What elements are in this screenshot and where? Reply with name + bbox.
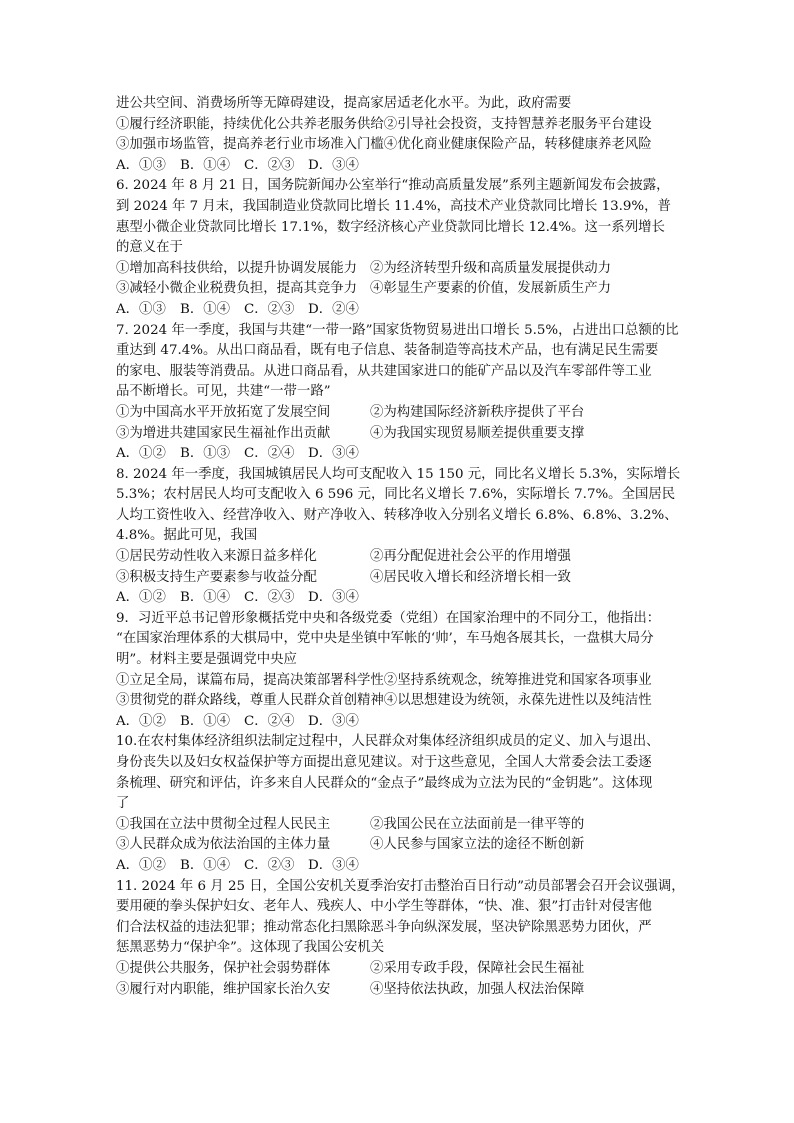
option-row [116, 835, 686, 856]
option-4: ④彰显生产要素的价值，发展新质生产力 [370, 281, 612, 297]
question-stem-line: 7. 2024 年一季度，我国与共建“一带一路”国家货物贸易进出口增长 5.5%，占进出口总额的比 [116, 322, 679, 338]
question-stem-line: 人均工资性收入、经营净收入、财产净收入、转移净收入分别名义增长 6.8%、6.8%、3.2%、 [116, 507, 678, 523]
answer-a: A．①② [116, 590, 166, 606]
option-1: ①为中国高水平开放拓宽了发展空间 [116, 404, 331, 420]
answer-choices [116, 444, 686, 465]
option-2: ②为经济转型升级和高质量发展提供动力 [370, 260, 612, 276]
question-10 [116, 732, 686, 876]
answer-a: A．①③ [116, 157, 166, 173]
option-4: ④人民参与国家立法的途径不断创新 [370, 837, 585, 853]
question-stem-line: 惠型小微企业贷款同比增长 17.1%，数字经济核心产业贷款同比增长 12.4%。这一系列增长 [116, 219, 665, 235]
question-stem-line: 的意义在于 [116, 240, 183, 256]
answer-b: B．①④ [180, 713, 231, 729]
option-2: ②再分配促进社会公平的作用增强 [370, 549, 571, 565]
answer-d: D．③④ [308, 446, 359, 462]
option-line: ③加强市场监管，提高养老行业市场准入门槛④优化商业健康保险产品，转移健康养老风险 [116, 137, 652, 153]
option-2: ②为构建国际经济新秩序提供了平台 [370, 404, 585, 420]
question-stem-line: 4.8%。据此可见，我国 [116, 528, 258, 544]
question-6 [116, 176, 686, 320]
answer-d: D．③④ [308, 713, 359, 729]
option-row [116, 547, 686, 568]
answer-b: B．①③ [180, 446, 231, 462]
answer-d: D．③④ [308, 590, 359, 606]
option-4: ④坚持依法执政，加强人权法治保障 [370, 981, 585, 997]
answer-c: C．②④ [244, 713, 295, 729]
option-row [116, 424, 686, 445]
option-row [116, 279, 686, 300]
option-3: ③履行对内职能，维护国家长治久安 [116, 981, 331, 997]
answer-c: C．②③ [244, 857, 295, 873]
question-stem-line: 9．习近平总书记曾形象概括党中央和各级党委（党组）在国家治理中的不同分工，他指出： [116, 610, 661, 626]
answer-c: C．②③ [244, 590, 295, 606]
answer-c: C．②③ [244, 301, 295, 317]
question-stem-line: 11. 2024 年 6 月 25 日，全国公安机关夏季治安打击整治百日行动”动员部署会召开会议强调， [116, 878, 685, 894]
option-2: ②我国公民在立法面前是一律平等的 [370, 816, 585, 832]
option-row [116, 815, 686, 836]
option-row [116, 403, 686, 424]
answer-a: A．①② [116, 857, 166, 873]
answer-a: A．①② [116, 446, 166, 462]
question-stem-line: 10.在农村集体经济组织法制定过程中，人民群众对集体经济组织成员的定义、加入与退出、 [116, 734, 660, 750]
answer-b: B．①④ [180, 301, 231, 317]
option-3: ③积极支持生产要素参与收益分配 [116, 569, 317, 585]
option-row [116, 959, 686, 980]
option-4: ④居民收入增长和经济增长相一致 [370, 569, 571, 585]
option-row [116, 980, 686, 1001]
question-stem-line: 重达到 47.4%。从出口商品看，既有电子信息、装备制造等高技术产品，也有满足民生需要 [116, 343, 659, 359]
question-5 [116, 94, 686, 176]
question-stem-line: 惩黑恶势力“保护伞”。这体现了我国公安机关 [116, 940, 385, 956]
answer-b: B．①④ [180, 157, 231, 173]
answer-choices [116, 856, 686, 877]
option-2: ②采用专政手段，保障社会民生福祉 [370, 960, 585, 976]
option-3: ③减轻小微企业税费负担，提高其竞争力 [116, 281, 358, 297]
answer-a: A．①③ [116, 301, 166, 317]
question-8 [116, 465, 686, 609]
question-stem-line: 了 [116, 796, 130, 812]
question-stem-line: 品不断增长。可见，共建“一带一路” [116, 384, 331, 400]
answer-a: A．①② [116, 713, 166, 729]
option-line: ①履行经济职能，持续优化公共养老服务供给②引导社会投资，支持智慧养老服务平台建设 [116, 116, 652, 132]
option-line: ①立足全局，谋篇布局，提高决策部署科学性②坚持系统观念，统筹推进党和国家各项事业 [116, 672, 652, 688]
question-7 [116, 321, 686, 465]
answer-choices [116, 712, 686, 733]
answer-c: C．②④ [244, 446, 295, 462]
answer-c: C．②③ [244, 157, 295, 173]
option-3: ③人民群众成为依法治国的主体力量 [116, 837, 331, 853]
option-1: ①我国在立法中贯彻全过程人民民主 [116, 816, 331, 832]
question-stem-line: 要用硬的拳头保护妇女、老年人、残疾人、中小学生等群体，“快、准、狠”打击针对侵害他 [116, 899, 652, 915]
question-stem-line: 5.3%；农村居民人均可支配收入 6 596 元，同比名义增长 7.6%，实际增长 7.7%。全国居民 [116, 487, 676, 503]
option-row [116, 568, 686, 589]
question-stem-line: 条梳理、研究和评估，许多来自人民群众的“金点子”最终成为立法为民的“金钥匙”。这体现 [116, 775, 653, 791]
question-9 [116, 609, 686, 733]
question-stem-line: 8. 2024 年一季度，我国城镇居民人均可支配收入 15 150 元，同比名义增长 5.3%，实际增长 [116, 466, 681, 482]
option-line: ③贯彻党的群众路线，尊重人民群众首创精神④以思想建设为统领，永葆先进性以及纯洁性 [116, 693, 652, 709]
question-stem-line: 明”。材料主要是强调党中央应 [116, 652, 297, 668]
option-1: ①增加高科技供给，以提升协调发展能力 [116, 260, 358, 276]
option-1: ①居民劳动性收入来源日益多样化 [116, 549, 317, 565]
answer-b: B．①④ [180, 857, 231, 873]
question-stem-line: 的家电、服装等消费品。从进口商品看，从共建国家进口的能矿产品以及汽车零部件等工业 [116, 363, 652, 379]
option-row [116, 259, 686, 280]
exam-content [116, 94, 686, 1000]
question-stem-line: 到 2024 年 7 月末，我国制造业贷款同比增长 11.4%，高技术产业贷款同比增长 13.9%，普 [116, 198, 671, 214]
answer-d: D．②④ [308, 301, 359, 317]
option-4: ④为我国实现贸易顺差提供重要支撑 [370, 425, 585, 441]
option-3: ③为增进共建国家民生福祉作出贡献 [116, 425, 331, 441]
question-stem-line: 进公共空间、消费场所等无障碍建设，提高家居适老化水平。为此，政府需要 [116, 96, 572, 111]
answer-d: D．③④ [308, 857, 359, 873]
answer-b: B．①④ [180, 590, 231, 606]
answer-d: D．③④ [308, 157, 359, 173]
question-stem-line: 们合法权益的违法犯罪；推动常态化扫黑除恶斗争向纵深发展，坚决铲除黑恶势力团伙，严 [116, 919, 652, 935]
question-stem-line: 身份丧失以及妇女权益保护等方面提出意见建议。对于这些意见，全国人大常委会法工委逐 [116, 755, 652, 770]
question-11 [116, 877, 686, 1001]
answer-choices [116, 300, 686, 321]
question-stem-line: 6. 2024 年 8 月 21 日，国务院新闻办公室举行“推动高质量发展”系列主题新闻发布会披露， [116, 178, 670, 194]
answer-choices [116, 588, 686, 609]
answer-choices [116, 156, 686, 177]
question-stem-line: “在国家治理体系的大棋局中，党中央是坐镇中军帐的‘帅’，车马炮各展其长，一盘棋大局分 [116, 631, 654, 647]
option-1: ①提供公共服务，保护社会弱势群体 [116, 960, 331, 976]
